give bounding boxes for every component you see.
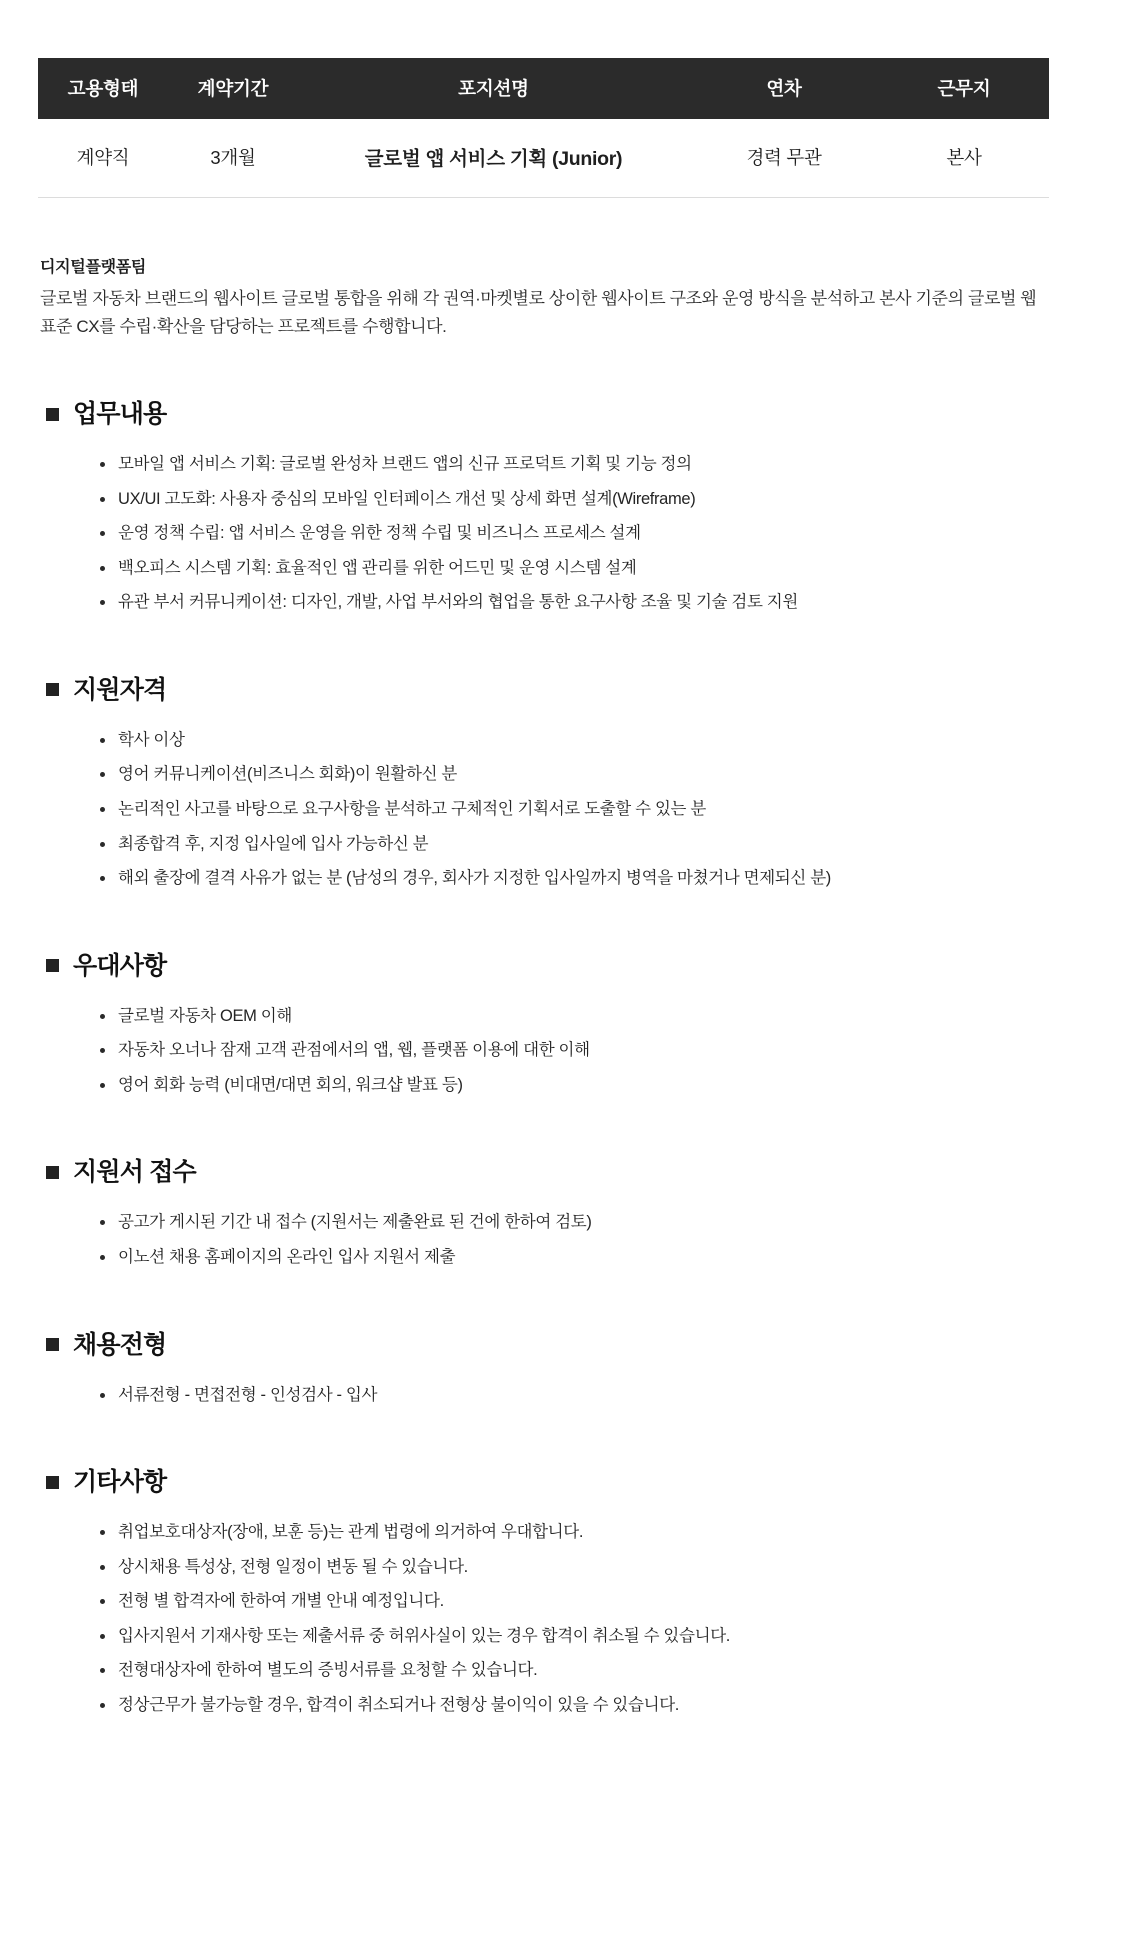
list-item: UX/UI 고도화: 사용자 중심의 모바일 인터페이스 개선 및 상세 화면 설계(Wireframe) bbox=[100, 487, 1089, 513]
list-item: 모바일 앱 서비스 기획: 글로벌 완성차 브랜드 앱의 신규 프로덕트 기획 및 기능 정의 bbox=[100, 452, 1089, 478]
section-title: 우대사항 bbox=[73, 951, 167, 980]
column-header-employment-type: 고용형태 bbox=[38, 58, 168, 119]
square-bullet-icon bbox=[46, 683, 59, 696]
square-bullet-icon bbox=[46, 408, 59, 421]
list-item: 해외 출장에 결격 사유가 없는 분 (남성의 경우, 회사가 지정한 입사일까지 병역을 마쳤거나 면제되신 분) bbox=[100, 866, 1089, 892]
list-item: 학사 이상 bbox=[100, 728, 1089, 754]
section-header bbox=[46, 1325, 1089, 1361]
list-item: 입사지원서 기재사항 또는 제출서류 중 허위사실이 있는 경우 합격이 취소될 수 있습니다. bbox=[100, 1624, 1089, 1650]
list-item: 최종합격 후, 지정 입사일에 입사 가능하신 분 bbox=[100, 832, 1089, 858]
section bbox=[38, 394, 1089, 616]
table-row bbox=[38, 119, 1049, 198]
list-item: 백오피스 시스템 기획: 효율적인 앱 관리를 위한 어드민 및 운영 시스템 설계 bbox=[100, 556, 1089, 582]
job-posting-page bbox=[0, 58, 1127, 1797]
section-title: 지원서 접수 bbox=[73, 1158, 196, 1187]
list-item: 취업보호대상자(장애, 보훈 등)는 관계 법령에 의거하여 우대합니다. bbox=[100, 1520, 1089, 1546]
section-header bbox=[46, 670, 1089, 706]
section-header bbox=[46, 1462, 1089, 1498]
square-bullet-icon bbox=[46, 1476, 59, 1489]
table-header-row bbox=[38, 58, 1049, 119]
team-name: 디지털플랫폼팀 bbox=[40, 259, 147, 276]
list-item: 이노션 채용 홈페이지의 온라인 입사 지원서 제출 bbox=[100, 1245, 1089, 1271]
cell-experience: 경력 무관 bbox=[746, 147, 822, 168]
square-bullet-icon bbox=[46, 1338, 59, 1351]
section-item-list bbox=[38, 1210, 1089, 1270]
section-header bbox=[46, 394, 1089, 430]
square-bullet-icon bbox=[46, 1166, 59, 1179]
list-item: 서류전형 - 면접전형 - 인성검사 - 입사 bbox=[100, 1383, 1089, 1409]
section bbox=[38, 1325, 1089, 1409]
section-item-list bbox=[38, 452, 1089, 616]
list-item: 유관 부서 커뮤니케이션: 디자인, 개발, 사업 부서와의 협업을 통한 요구사항 조율 및 기술 검토 지원 bbox=[100, 590, 1089, 616]
list-item: 공고가 게시된 기간 내 접수 (지원서는 제출완료 된 건에 한하여 검토) bbox=[100, 1210, 1089, 1236]
team-intro bbox=[38, 254, 1089, 340]
section-title: 지원자격 bbox=[73, 675, 167, 704]
cell-location: 본사 bbox=[946, 147, 982, 168]
section bbox=[38, 670, 1089, 892]
section-title: 업무내용 bbox=[73, 400, 167, 429]
sections-container bbox=[38, 394, 1089, 1718]
section-title: 기타사항 bbox=[73, 1468, 167, 1497]
column-header-contract-period: 계약기간 bbox=[168, 58, 298, 119]
cell-contract-period: 3개월 bbox=[210, 147, 256, 168]
section bbox=[38, 946, 1089, 1099]
section-header bbox=[46, 1152, 1089, 1188]
section bbox=[38, 1152, 1089, 1270]
list-item: 상시채용 특성상, 전형 일정이 변동 될 수 있습니다. bbox=[100, 1555, 1089, 1581]
list-item: 전형 별 합격자에 한하여 개별 안내 예정입니다. bbox=[100, 1589, 1089, 1615]
cell-position-title: 글로벌 앱 서비스 기획 (Junior) bbox=[364, 148, 623, 170]
section-item-list bbox=[38, 728, 1089, 892]
list-item: 정상근무가 불가능할 경우, 합격이 취소되거나 전형상 불이익이 있을 수 있습니다. bbox=[100, 1693, 1089, 1719]
column-header-location: 근무지 bbox=[879, 58, 1049, 119]
job-summary-table bbox=[38, 58, 1049, 198]
list-item: 영어 커뮤니케이션(비즈니스 회화)이 원활하신 분 bbox=[100, 762, 1089, 788]
summary-table-header bbox=[38, 58, 1049, 119]
team-description: 글로벌 자동차 브랜드의 웹사이트 글로벌 통합을 위해 각 권역·마켓별로 상이한 웹사이트 구조와 운영 방식을 분석하고 본사 기준의 글로벌 웹 표준 CX를 수립·확산을 담당하는 프로젝트를 수행합니다. bbox=[40, 289, 1037, 336]
column-header-position-title: 포지션명 bbox=[298, 58, 689, 119]
section-item-list bbox=[38, 1520, 1089, 1718]
square-bullet-icon bbox=[46, 959, 59, 972]
summary-table-body bbox=[38, 119, 1049, 198]
section-item-list bbox=[38, 1383, 1089, 1409]
column-header-experience: 연차 bbox=[689, 58, 879, 119]
list-item: 영어 회화 능력 (비대면/대면 회의, 워크샵 발표 등) bbox=[100, 1073, 1089, 1099]
list-item: 운영 정책 수립: 앱 서비스 운영을 위한 정책 수립 및 비즈니스 프로세스 설계 bbox=[100, 521, 1089, 547]
section-item-list bbox=[38, 1004, 1089, 1099]
cell-employment-type: 계약직 bbox=[76, 147, 130, 168]
list-item: 논리적인 사고를 바탕으로 요구사항을 분석하고 구체적인 기획서로 도출할 수 있는 분 bbox=[100, 797, 1089, 823]
section bbox=[38, 1462, 1089, 1718]
section-title: 채용전형 bbox=[73, 1330, 167, 1359]
list-item: 자동차 오너나 잠재 고객 관점에서의 앱, 웹, 플랫폼 이용에 대한 이해 bbox=[100, 1038, 1089, 1064]
list-item: 글로벌 자동차 OEM 이해 bbox=[100, 1004, 1089, 1030]
bottom-spacer bbox=[38, 1727, 1089, 1797]
list-item: 전형대상자에 한하여 별도의 증빙서류를 요청할 수 있습니다. bbox=[100, 1658, 1089, 1684]
section-header bbox=[46, 946, 1089, 982]
